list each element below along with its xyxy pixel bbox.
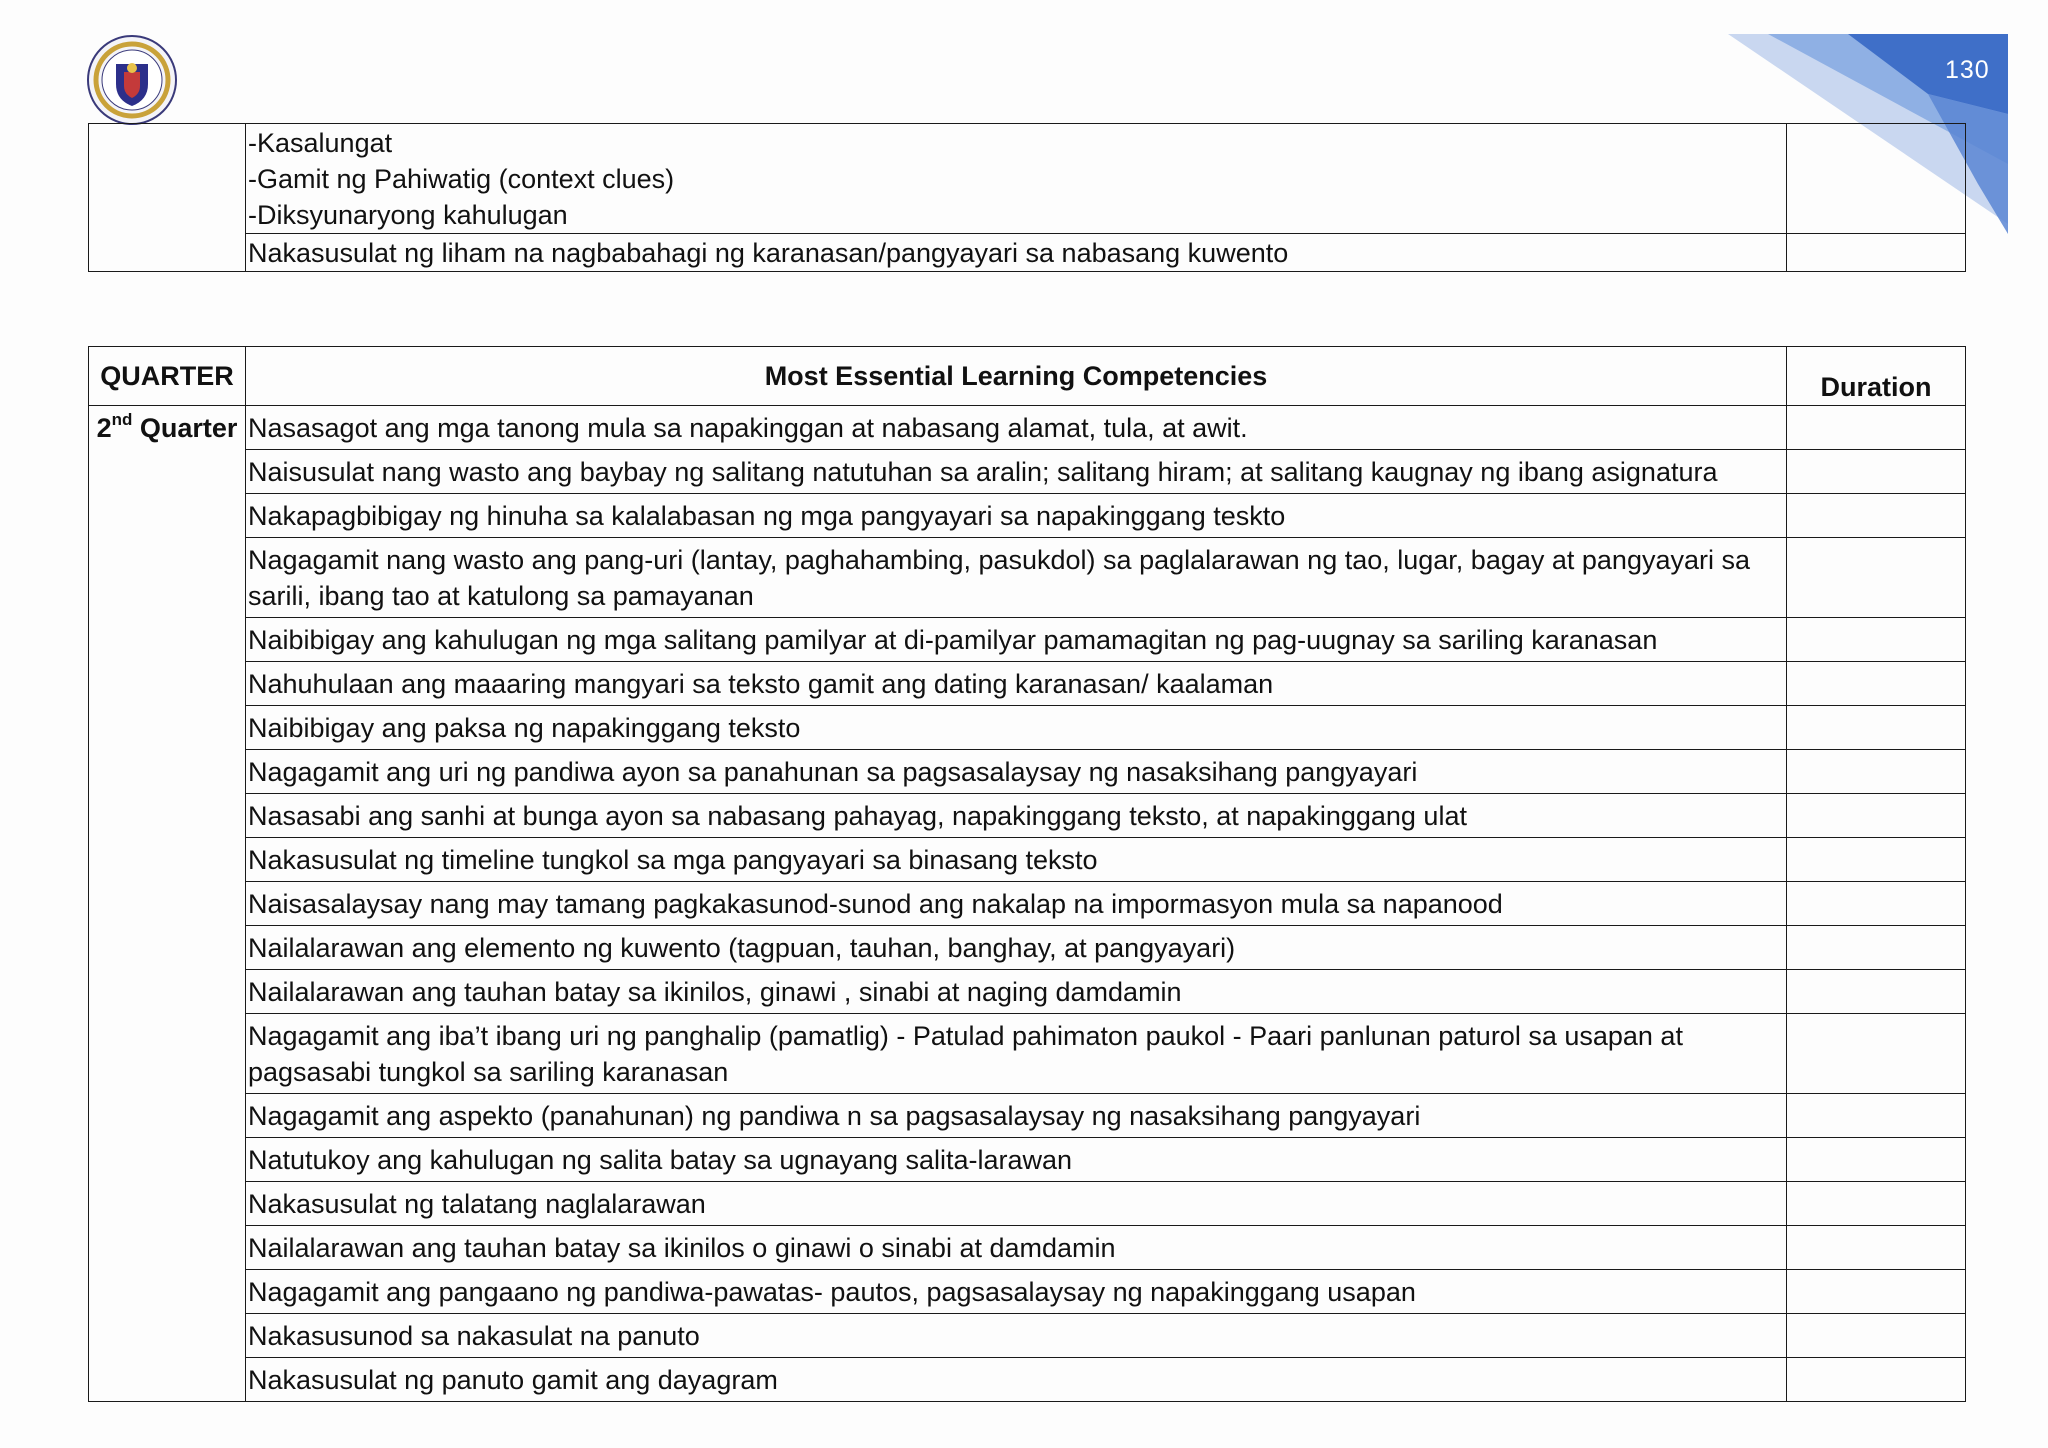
table-row: [89, 1182, 1966, 1226]
table-row: [89, 794, 1966, 838]
competency-line: -Kasalungat: [248, 128, 393, 158]
table-row: [89, 538, 1966, 618]
duration-cell: [1787, 838, 1966, 882]
quarter-cell: [89, 124, 246, 272]
table-row: [89, 1314, 1966, 1358]
duration-cell: [1787, 970, 1966, 1014]
table-row: [89, 882, 1966, 926]
table-row: [89, 662, 1966, 706]
competency-cell: Nailalarawan ang elemento ng kuwento (tagpuan, tauhan, banghay, at pangyayari): [246, 926, 1787, 970]
competency-cell: Nakasusulat ng timeline tungkol sa mga pangyayari sa binasang teksto: [246, 838, 1787, 882]
table-row: [89, 926, 1966, 970]
deped-seal-logo: [86, 34, 178, 126]
table-row: [89, 234, 1966, 272]
table-row: [89, 1014, 1966, 1094]
competency-cell: Nagagamit nang wasto ang pang-uri (lantay, paghahambing, pasukdol) sa paglalarawan ng tao, lugar, bagay at pangyayari sa sarili, ibang tao at katulong sa pamayanan: [246, 538, 1787, 618]
duration-cell: [1787, 538, 1966, 618]
duration-cell: [1787, 1014, 1966, 1094]
competency-cell: [246, 234, 1787, 272]
duration-cell: [1787, 1182, 1966, 1226]
quarter-cell: [89, 406, 246, 1402]
continuation-table: [88, 123, 1966, 272]
table-row: [89, 838, 1966, 882]
competency-cell: Nahuhulaan ang maaaring mangyari sa teksto gamit ang dating karanasan/ kaalaman: [246, 662, 1787, 706]
competencies-header: Most Essential Learning Competencies: [246, 347, 1787, 406]
competency-cell: Nagagamit ang uri ng pandiwa ayon sa panahunan sa pagsasalaysay ng nasaksihang pangyayari: [246, 750, 1787, 794]
duration-cell: [1787, 450, 1966, 494]
duration-cell: [1787, 882, 1966, 926]
page-number: 130: [1945, 56, 1990, 84]
competency-line: -Gamit ng Pahiwatig (context clues): [248, 164, 675, 194]
duration-header: Duration: [1787, 347, 1966, 406]
table-row: [89, 406, 1966, 450]
duration-cell: [1787, 750, 1966, 794]
competency-cell: [246, 124, 1787, 234]
table-row: [89, 970, 1966, 1014]
duration-cell: [1787, 1314, 1966, 1358]
table-row: [89, 750, 1966, 794]
competency-cell: Nakasusulat ng talatang naglalarawan: [246, 1182, 1787, 1226]
table-row: [89, 1358, 1966, 1402]
duration-cell: [1787, 618, 1966, 662]
competency-cell: Naibibigay ang paksa ng napakinggang teksto: [246, 706, 1787, 750]
duration-cell: [1787, 1270, 1966, 1314]
table-row: [89, 494, 1966, 538]
competencies-table: [88, 346, 1966, 1402]
quarter-header: QUARTER: [89, 347, 246, 406]
duration-cell: [1787, 662, 1966, 706]
quarter-word: Quarter: [132, 413, 238, 443]
competency-cell: Nailalarawan ang tauhan batay sa ikinilos o ginawi o sinabi at damdamin: [246, 1226, 1787, 1270]
competency-cell: Nagagamit ang aspekto (panahunan) ng pandiwa n sa pagsasalaysay ng nasaksihang pangyayari: [246, 1094, 1787, 1138]
duration-cell: [1787, 124, 1966, 234]
table-row: [89, 706, 1966, 750]
table-row: [89, 450, 1966, 494]
competency-cell: Nakasusulat ng panuto gamit ang dayagram: [246, 1358, 1787, 1402]
duration-cell: [1787, 406, 1966, 450]
duration-cell: [1787, 706, 1966, 750]
competency-cell: Nagagamit ang pangaano ng pandiwa-pawatas- pautos, pagsasalaysay ng napakinggang usapan: [246, 1270, 1787, 1314]
table-header-row: [89, 347, 1966, 406]
quarter-ordinal: nd: [111, 410, 133, 429]
competency-cell: Nasasagot ang mga tanong mula sa napakinggan at nabasang alamat, tula, at awit.: [246, 406, 1787, 450]
duration-cell: [1787, 1358, 1966, 1402]
table-row: [89, 1094, 1966, 1138]
duration-cell: [1787, 926, 1966, 970]
duration-cell: [1787, 794, 1966, 838]
competency-cell: Nakasusunod sa nakasulat na panuto: [246, 1314, 1787, 1358]
competency-cell: Nasasabi ang sanhi at bunga ayon sa nabasang pahayag, napakinggang teksto, at napakinggang ulat: [246, 794, 1787, 838]
duration-cell: [1787, 1094, 1966, 1138]
table-row: [89, 1138, 1966, 1182]
competency-line: -Diksyunaryong kahulugan: [248, 200, 568, 230]
quarter-number: 2: [96, 413, 112, 443]
competency-cell: Natutukoy ang kahulugan ng salita batay sa ugnayang salita-larawan: [246, 1138, 1787, 1182]
table-row: [89, 618, 1966, 662]
competency-cell: Nailalarawan ang tauhan batay sa ikinilos, ginawi , sinabi at naging damdamin: [246, 970, 1787, 1014]
duration-cell: [1787, 1138, 1966, 1182]
competency-cell: Naisasalaysay nang may tamang pagkakasunod-sunod ang nakalap na impormasyon mula sa napanood: [246, 882, 1787, 926]
table-row: [89, 1226, 1966, 1270]
duration-cell: [1787, 234, 1966, 272]
competency-cell: Nakapagbibigay ng hinuha sa kalalabasan ng mga pangyayari sa napakinggang teskto: [246, 494, 1787, 538]
competency-line: Nakasusulat ng liham na nagbabahagi ng karanasan/pangyayari sa nabasang kuwento: [248, 238, 1289, 268]
duration-cell: [1787, 1226, 1966, 1270]
table-row: [89, 124, 1966, 234]
competency-cell: Naisusulat nang wasto ang baybay ng salitang natutuhan sa aralin; salitang hiram; at salitang kaugnay ng ibang asignatura: [246, 450, 1787, 494]
competency-cell: Nagagamit ang iba’t ibang uri ng panghalip (pamatlig) - Patulad pahimaton paukol - Paari panlunan paturol sa usapan at pagsasabi tungkol sa sariling karanasan: [246, 1014, 1787, 1094]
duration-cell: [1787, 494, 1966, 538]
competency-cell: Naibibigay ang kahulugan ng mga salitang pamilyar at di-pamilyar pamamagitan ng pag-uugnay sa sariling karanasan: [246, 618, 1787, 662]
table-row: [89, 1270, 1966, 1314]
